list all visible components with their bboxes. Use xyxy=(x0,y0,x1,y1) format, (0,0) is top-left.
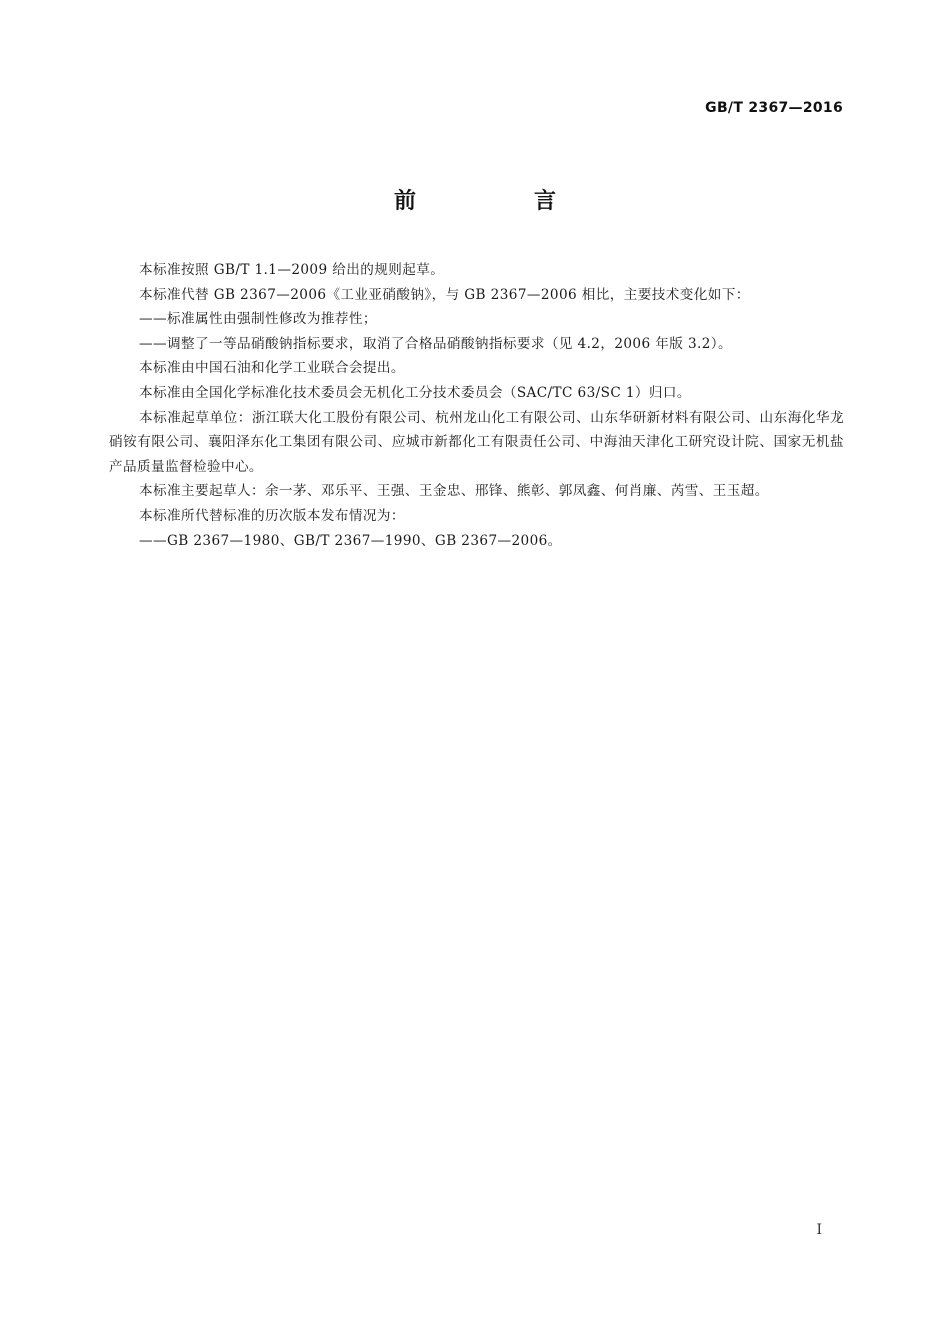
paragraph-responsible-committee: 本标准由全国化学标准化技术委员会无机化工分技术委员会（SAC/TC 63/SC 1）归口。 xyxy=(139,384,691,401)
list-item-change-2: ——调整了一等品硝酸钠指标要求，取消了合格品硝酸钠指标要求（见 4.2，2006 年版 3.2）。 xyxy=(139,335,732,352)
list-item-change-1: ——标准属性由强制性修改为推荐性； xyxy=(139,311,377,328)
paragraph-drafting-units: 本标准起草单位：浙江联大化工股份有限公司、杭州龙山化工有限公司、山东华研新材料有限公司、山东海化华龙硝铵有限公司、襄阳泽东化工集团有限公司、应城市新都化工有限责任公司、中海油天津化工研究设计院、国家无机盐产品质量监督检验中心。 xyxy=(109,409,844,475)
paragraph-replacement: 本标准代替 GB 2367—2006《工业亚硝酸钠》，与 GB 2367—2006 相比，主要技术变化如下： xyxy=(139,286,750,303)
page-title: 前 言 xyxy=(393,189,604,214)
paragraph-drafting-rules: 本标准按照 GB/T 1.1—2009 给出的规则起草。 xyxy=(139,262,445,278)
list-item-previous-editions: ——GB 2367—1980、GB/T 2367—1990、GB 2367—2006。 xyxy=(139,532,562,549)
paragraph-proposed-by: 本标准由中国石油和化学工业联合会提出。 xyxy=(139,360,405,377)
page-number: I xyxy=(816,1222,822,1238)
paragraph-drafters: 本标准主要起草人：余一茅、邓乐平、王强、王金忠、邢锋、熊彰、郭凤鑫、何肖廉、芮雪、王玉超。 xyxy=(139,483,769,500)
paragraph-previous-editions: 本标准所代替标准的历次版本发布情况为： xyxy=(139,507,405,524)
standard-code: GB/T 2367—2016 xyxy=(705,100,843,116)
foreword-body xyxy=(109,258,844,553)
